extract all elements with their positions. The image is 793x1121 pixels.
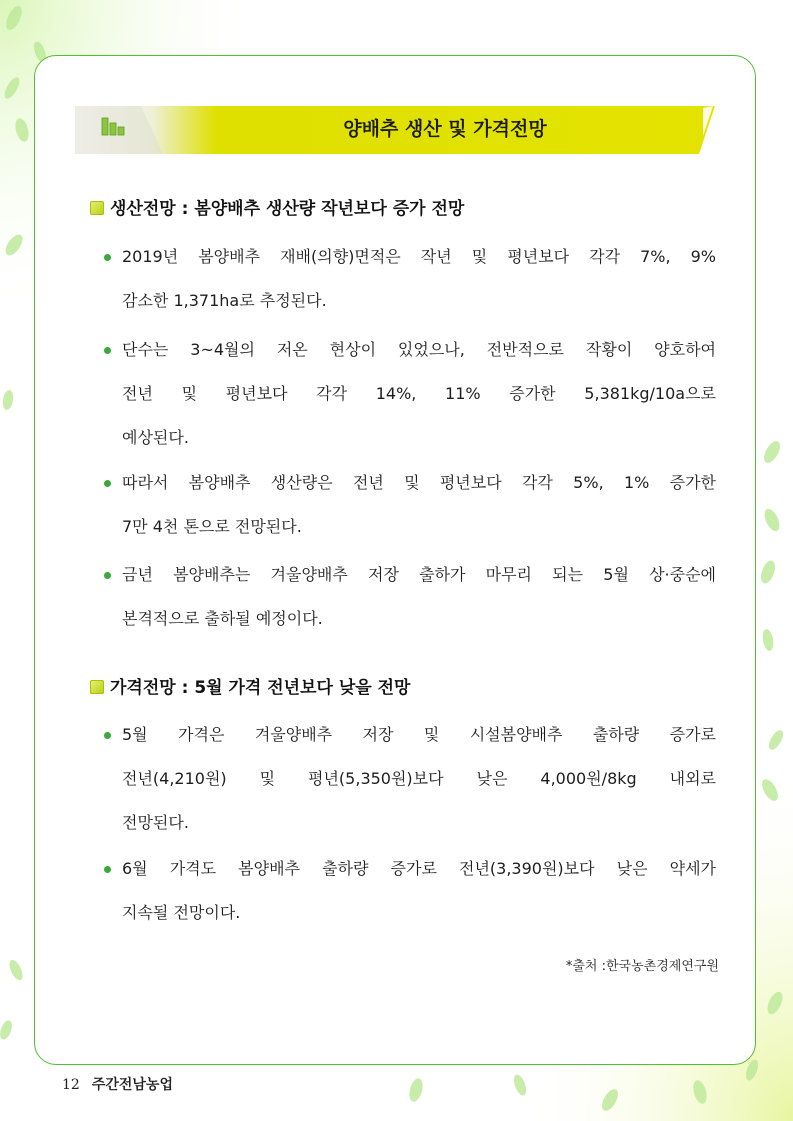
bullet-dot-icon bbox=[104, 347, 111, 354]
bullet-dot-icon bbox=[104, 480, 111, 487]
section-heading-production: 생산전망 : 봄양배추 생산량 작년보다 증가 전망 bbox=[90, 194, 464, 219]
bullet-dot-icon bbox=[104, 732, 111, 739]
bullet-item: 6월 가격도 봄양배추 출하량 증가로 전년(3,390원)보다 낮은 약세가 지속될 전망이다. bbox=[104, 847, 716, 935]
title-banner bbox=[75, 106, 715, 154]
page-footer bbox=[62, 1074, 173, 1094]
source-note: *출처 :한국농촌경제연구원 bbox=[565, 959, 719, 974]
bullet-dot-icon bbox=[104, 254, 111, 261]
square-bullet-icon bbox=[90, 680, 104, 694]
page-number: 12 bbox=[62, 1077, 80, 1093]
bullet-item: 금년 봄양배추는 겨울양배추 저장 출하가 마무리 되는 5월 상·중순에 본격적으로 출하될 예정이다. bbox=[104, 553, 716, 641]
bullet-item: 2019년 봄양배추 재배(의향)면적은 작년 및 평년보다 각각 7%, 9% 감소한 1,371ha로 추정된다. bbox=[104, 235, 716, 323]
bullet-dot-icon bbox=[104, 866, 111, 873]
page-title: 양배추 생산 및 가격전망 bbox=[343, 118, 547, 140]
section-heading-price: 가격전망 : 5월 가격 전년보다 낮을 전망 bbox=[90, 673, 410, 698]
square-bullet-icon bbox=[90, 201, 104, 215]
bullet-dot-icon bbox=[104, 572, 111, 579]
bullet-item: 5월 가격은 겨울양배추 저장 및 시설봄양배추 출하량 증가로 전년(4,210원) 및 평년(5,350원)보다 낮은 4,000원/8kg 내외로 전망된다. bbox=[104, 713, 716, 845]
bullet-item: 따라서 봄양배추 생산량은 전년 및 평년보다 각각 5%, 1% 증가한 7만 4천 톤으로 전망된다. bbox=[104, 461, 716, 549]
magazine-name: 주간전남농업 bbox=[91, 1077, 173, 1093]
bullet-item: 단수는 3~4월의 저온 현상이 있었으나, 전반적으로 작황이 양호하여 전년 및 평년보다 각각 14%, 11% 증가한 5,381kg/10a으로 예상된다. bbox=[104, 328, 716, 460]
